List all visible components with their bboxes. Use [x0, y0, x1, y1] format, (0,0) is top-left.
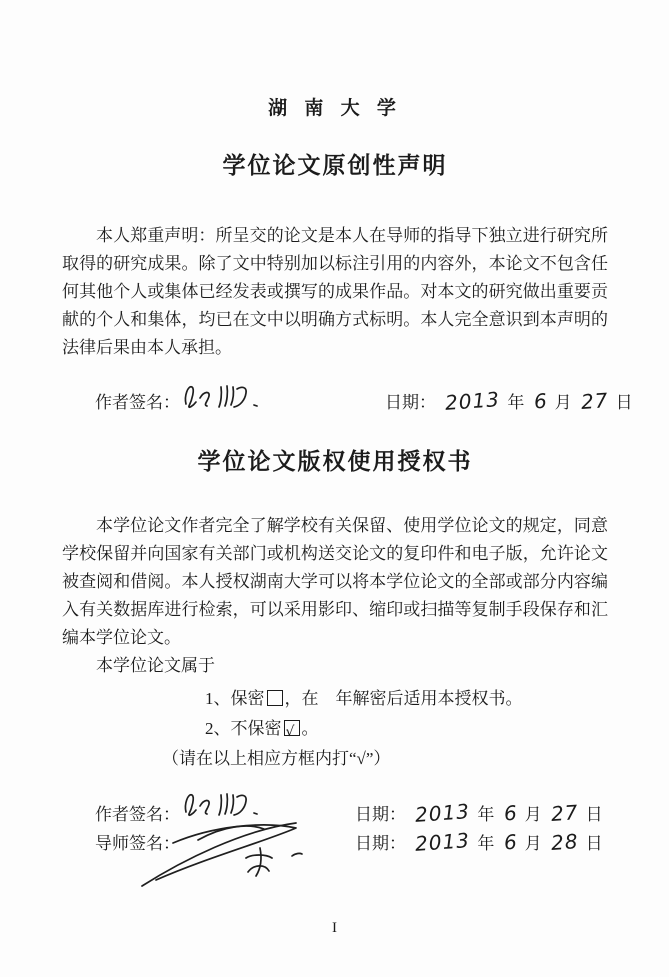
- checkbox-instruction-note: （请在以上相应方框内打“√”）: [162, 749, 391, 768]
- option1-text: 保密: [230, 689, 265, 708]
- page-content: [62, 0, 633, 902]
- supervisor-signature-date: [355, 829, 603, 854]
- date-label: 日期：: [355, 805, 406, 824]
- handwritten-day: 27: [550, 800, 580, 826]
- declaration-body: 本人郑重声明：所呈交的论文是本人在导师的指导下独立进行研究所取得的研究成果。除了文中特别加以标注引用的内容外，本论文不包含任何其他个人或集体已经发表或撰写的成果作品。对本文的研究做出重要贡献的个人和集体，均已在文中以明确方式标明。本人完全意识到本声明的法律后果由本人承担。: [62, 226, 608, 357]
- authorization-body: 本学位论文作者完全了解学校有关保留、使用学位论文的规定，同意学校保留并向国家有关部门或机构送交论文的复印件和电子版，允许论文被查阅和借阅。本人授权湖南大学可以将本学位论文的全部或部分内容编入有关数据库进行检索，可以采用影印、缩印或扫描等复制手段保存和汇编本学位论文。: [62, 516, 608, 647]
- handwritten-month: 6: [502, 829, 519, 855]
- authorization-signature-block: [62, 792, 608, 902]
- day-unit: 日: [585, 834, 603, 853]
- university-title: 湖 南 大 学: [268, 98, 402, 119]
- authorization-title: 学位论文版权使用授权书: [197, 448, 473, 474]
- not-confidential-checkbox-checked: [284, 720, 300, 740]
- date-label: 日期：: [385, 393, 436, 412]
- handwritten-year: 2013: [414, 799, 471, 827]
- option-confidential: [205, 684, 608, 714]
- year-unit: 年: [477, 834, 495, 853]
- handwritten-month: 6: [532, 388, 549, 414]
- handwritten-year: 2013: [414, 828, 471, 856]
- belongs-intro: 本学位论文属于: [96, 656, 215, 675]
- supervisor-signature-label: 导师签名：: [95, 834, 180, 853]
- option1-text-after: ，在 年解密后适用本授权书。: [284, 689, 523, 708]
- year-unit: 年: [477, 805, 495, 824]
- month-unit: 月: [554, 393, 572, 412]
- date-label: 日期：: [355, 834, 406, 853]
- option1-number: 1、: [205, 689, 231, 708]
- supervisor-handwritten-signature: [128, 798, 328, 898]
- option-not-confidential: [205, 714, 608, 744]
- author-handwritten-signature: [174, 376, 284, 418]
- declaration-signature-row: [62, 378, 633, 420]
- author-signature-date: [355, 800, 603, 825]
- handwritten-month: 6: [502, 800, 519, 826]
- day-unit: 日: [615, 393, 633, 412]
- month-unit: 月: [524, 805, 542, 824]
- handwritten-day: 28: [550, 829, 580, 855]
- month-unit: 月: [524, 834, 542, 853]
- handwritten-day: 27: [580, 388, 610, 414]
- option2-number: 2、: [205, 719, 231, 738]
- day-unit: 日: [585, 805, 603, 824]
- option2-text-after: 。: [301, 719, 319, 738]
- year-unit: 年: [507, 393, 525, 412]
- page-number: I: [332, 920, 337, 936]
- option2-text: 不保密: [230, 719, 282, 738]
- check-mark: √: [285, 724, 295, 740]
- author-signature-label: 作者签名：: [95, 393, 180, 412]
- declaration-date: [385, 388, 633, 413]
- declaration-title: 学位论文原创性声明: [222, 152, 448, 178]
- handwritten-year: 2013: [444, 387, 501, 415]
- confidential-checkbox-unchecked: [267, 690, 283, 706]
- author-signature-label: 作者签名：: [95, 805, 180, 824]
